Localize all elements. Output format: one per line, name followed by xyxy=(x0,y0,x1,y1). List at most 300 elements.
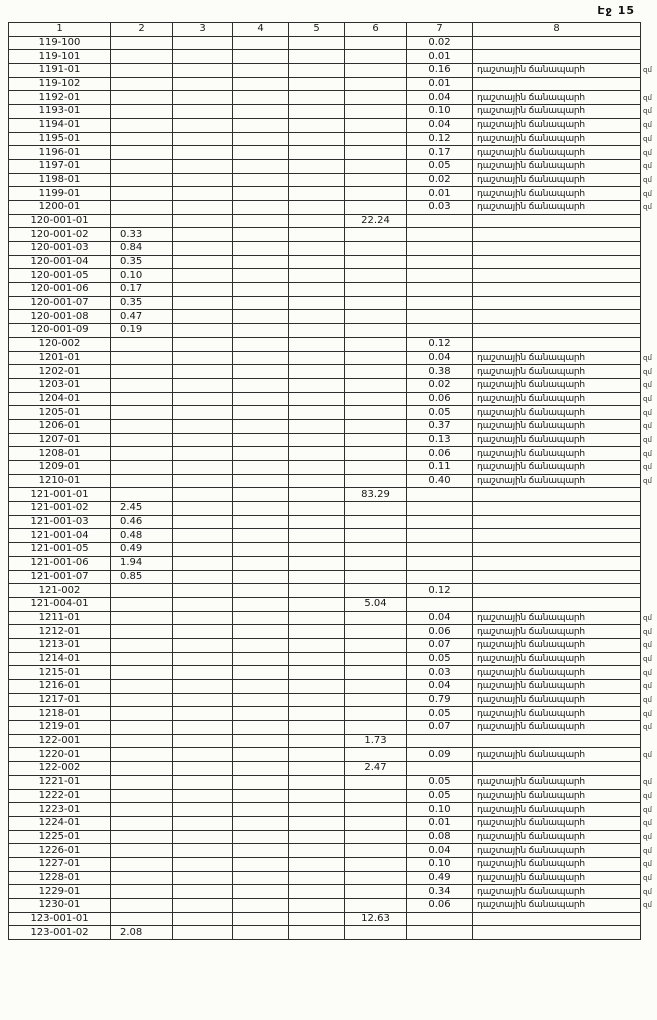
table-row xyxy=(9,132,657,146)
cadastre-parcel-table xyxy=(8,22,657,940)
table-header xyxy=(9,23,657,37)
margin-note xyxy=(641,214,657,228)
area-value-cell xyxy=(345,474,407,488)
margin-note xyxy=(641,529,657,543)
area-value-cell xyxy=(345,652,407,666)
area-value-cell xyxy=(111,871,173,885)
area-value-cell: 0.04 xyxy=(407,351,473,365)
area-value-cell xyxy=(233,365,289,379)
land-use-cell: դաշտային ճանապարհ xyxy=(473,419,641,433)
table-row xyxy=(9,488,657,502)
land-use-cell xyxy=(473,269,641,283)
area-value-cell: 0.17 xyxy=(407,146,473,160)
area-value-cell: 0.40 xyxy=(407,474,473,488)
area-value-cell xyxy=(289,570,345,584)
area-value-cell: 0.03 xyxy=(407,666,473,680)
margin-spacer xyxy=(641,23,657,37)
area-value-cell xyxy=(111,597,173,611)
area-value-cell xyxy=(111,666,173,680)
margin-note xyxy=(641,324,657,338)
area-value-cell: 0.49 xyxy=(407,871,473,885)
parcel-code-cell: 1220-01 xyxy=(9,748,111,762)
area-value-cell xyxy=(233,775,289,789)
table-row xyxy=(9,242,657,256)
area-value-cell: 0.07 xyxy=(407,638,473,652)
table-row xyxy=(9,474,657,488)
area-value-cell xyxy=(289,775,345,789)
land-use-cell xyxy=(473,310,641,324)
land-use-cell: դաշտային ճանապարհ xyxy=(473,625,641,639)
land-use-cell: դաշտային ճանապարհ xyxy=(473,173,641,187)
land-use-cell xyxy=(473,214,641,228)
area-value-cell xyxy=(111,899,173,913)
area-value-cell: 0.49 xyxy=(111,543,173,557)
area-value-cell: 0.10 xyxy=(111,269,173,283)
area-value-cell xyxy=(173,707,233,721)
area-value-cell xyxy=(289,584,345,598)
table-row xyxy=(9,885,657,899)
margin-note xyxy=(641,556,657,570)
parcel-code-cell: 121-001-04 xyxy=(9,529,111,543)
area-value-cell xyxy=(289,365,345,379)
area-value-cell xyxy=(173,77,233,91)
area-value-cell: 0.05 xyxy=(407,789,473,803)
parcel-code-cell: 122-001 xyxy=(9,734,111,748)
area-value-cell xyxy=(111,775,173,789)
land-use-cell xyxy=(473,556,641,570)
table-row xyxy=(9,433,657,447)
margin-note: զմ xyxy=(643,93,652,102)
parcel-code-cell: 1192-01 xyxy=(9,91,111,105)
area-value-cell xyxy=(173,36,233,50)
area-value-cell: 0.06 xyxy=(407,392,473,406)
area-value-cell xyxy=(289,105,345,119)
area-value-cell: 0.01 xyxy=(407,50,473,64)
margin-note xyxy=(641,269,657,283)
margin-note xyxy=(641,337,657,351)
margin-note: զմ xyxy=(643,408,652,417)
land-use-cell: դաշտային ճանապարհ xyxy=(473,91,641,105)
area-value-cell xyxy=(289,543,345,557)
table-row xyxy=(9,844,657,858)
land-use-cell xyxy=(473,502,641,516)
land-use-cell: դաշտային ճանապարհ xyxy=(473,666,641,680)
margin-note: զմ xyxy=(643,887,652,896)
area-value-cell xyxy=(407,597,473,611)
area-value-cell: 0.06 xyxy=(407,899,473,913)
parcel-code-cell: 1211-01 xyxy=(9,611,111,625)
area-value-cell xyxy=(173,173,233,187)
area-value-cell: 0.01 xyxy=(407,77,473,91)
area-value-cell xyxy=(345,351,407,365)
area-value-cell xyxy=(289,871,345,885)
area-value-cell xyxy=(111,50,173,64)
margin-note: զմ xyxy=(643,162,652,171)
area-value-cell: 0.47 xyxy=(111,310,173,324)
area-value-cell xyxy=(111,419,173,433)
area-value-cell: 2.45 xyxy=(111,502,173,516)
parcel-code-cell: 121-001-05 xyxy=(9,543,111,557)
margin-note: զմ xyxy=(643,641,652,650)
margin-note xyxy=(641,502,657,516)
margin-note: զմ xyxy=(643,696,652,705)
area-value-cell xyxy=(233,64,289,78)
area-value-cell xyxy=(173,392,233,406)
area-value-cell xyxy=(173,529,233,543)
land-use-cell: դաշտային ճանապարհ xyxy=(473,406,641,420)
area-value-cell: 0.09 xyxy=(407,748,473,762)
parcel-code-cell: 1227-01 xyxy=(9,857,111,871)
area-value-cell xyxy=(289,406,345,420)
table-row xyxy=(9,419,657,433)
area-value-cell xyxy=(233,159,289,173)
table-row xyxy=(9,77,657,91)
margin-note: զմ xyxy=(643,860,652,869)
area-value-cell xyxy=(289,734,345,748)
area-value-cell xyxy=(345,857,407,871)
parcel-code-cell: 1223-01 xyxy=(9,803,111,817)
area-value-cell xyxy=(233,474,289,488)
area-value-cell xyxy=(407,556,473,570)
area-value-cell xyxy=(173,378,233,392)
parcel-code-cell: 1206-01 xyxy=(9,419,111,433)
margin-note xyxy=(641,77,657,91)
area-value-cell xyxy=(111,351,173,365)
area-value-cell xyxy=(173,584,233,598)
margin-note: զմ xyxy=(643,121,652,130)
area-value-cell xyxy=(289,269,345,283)
area-value-cell xyxy=(233,351,289,365)
table-row xyxy=(9,324,657,338)
area-value-cell xyxy=(111,693,173,707)
area-value-cell xyxy=(173,132,233,146)
margin-note: զմ xyxy=(643,873,652,882)
area-value-cell: 0.33 xyxy=(111,228,173,242)
area-value-cell xyxy=(407,543,473,557)
land-use-cell: դաշտային ճանապարհ xyxy=(473,118,641,132)
header-row xyxy=(9,23,657,37)
parcel-code-cell: 121-002 xyxy=(9,584,111,598)
area-value-cell xyxy=(111,365,173,379)
parcel-code-cell: 1193-01 xyxy=(9,105,111,119)
table-row xyxy=(9,200,657,214)
table-row xyxy=(9,36,657,50)
area-value-cell xyxy=(407,228,473,242)
table-row xyxy=(9,625,657,639)
table-row xyxy=(9,803,657,817)
column-header-8: 8 xyxy=(473,23,641,37)
margin-note xyxy=(641,228,657,242)
area-value-cell xyxy=(233,912,289,926)
area-value-cell xyxy=(111,488,173,502)
table-row xyxy=(9,447,657,461)
area-value-cell xyxy=(111,474,173,488)
area-value-cell xyxy=(173,228,233,242)
margin-note: զմ xyxy=(643,846,652,855)
margin-note: զմ xyxy=(643,66,652,75)
area-value-cell xyxy=(111,378,173,392)
area-value-cell xyxy=(289,721,345,735)
margin-note: զմ xyxy=(643,791,652,800)
table-row xyxy=(9,543,657,557)
area-value-cell xyxy=(289,187,345,201)
page-number-label: Էջ 15 xyxy=(597,4,635,17)
table-row xyxy=(9,406,657,420)
area-value-cell xyxy=(173,680,233,694)
area-value-cell xyxy=(289,337,345,351)
area-value-cell xyxy=(289,433,345,447)
area-value-cell xyxy=(111,447,173,461)
area-value-cell xyxy=(289,77,345,91)
land-use-cell xyxy=(473,543,641,557)
area-value-cell xyxy=(345,721,407,735)
area-value-cell xyxy=(233,857,289,871)
area-value-cell xyxy=(233,693,289,707)
land-use-cell xyxy=(473,36,641,50)
table-row xyxy=(9,118,657,132)
land-use-cell xyxy=(473,597,641,611)
area-value-cell xyxy=(233,556,289,570)
area-value-cell xyxy=(233,844,289,858)
area-value-cell xyxy=(173,912,233,926)
area-value-cell xyxy=(173,200,233,214)
area-value-cell xyxy=(111,680,173,694)
area-value-cell xyxy=(173,105,233,119)
area-value-cell xyxy=(345,844,407,858)
parcel-code-cell: 1228-01 xyxy=(9,871,111,885)
area-value-cell: 0.13 xyxy=(407,433,473,447)
area-value-cell: 0.05 xyxy=(407,159,473,173)
area-value-cell xyxy=(289,502,345,516)
area-value-cell xyxy=(345,611,407,625)
area-value-cell xyxy=(233,337,289,351)
area-value-cell xyxy=(407,214,473,228)
area-value-cell: 0.10 xyxy=(407,857,473,871)
table-row xyxy=(9,296,657,310)
land-use-cell xyxy=(473,584,641,598)
area-value-cell xyxy=(111,118,173,132)
area-value-cell xyxy=(173,187,233,201)
land-use-cell: դաշտային ճանապարհ xyxy=(473,378,641,392)
area-value-cell xyxy=(289,666,345,680)
margin-note xyxy=(641,570,657,584)
area-value-cell xyxy=(233,680,289,694)
area-value-cell xyxy=(345,693,407,707)
margin-note: զմ xyxy=(643,435,652,444)
area-value-cell xyxy=(345,447,407,461)
area-value-cell xyxy=(289,64,345,78)
parcel-code-cell: 1226-01 xyxy=(9,844,111,858)
land-use-cell: դաշտային ճանապարհ xyxy=(473,132,641,146)
column-header-2: 2 xyxy=(111,23,173,37)
area-value-cell xyxy=(345,899,407,913)
margin-note: զմ xyxy=(643,901,652,910)
margin-note: զմ xyxy=(643,723,652,732)
area-value-cell xyxy=(233,269,289,283)
margin-note: զմ xyxy=(643,463,652,472)
land-use-cell: դաշտային ճանապարհ xyxy=(473,803,641,817)
margin-note: զմ xyxy=(643,203,652,212)
area-value-cell xyxy=(233,926,289,940)
area-value-cell xyxy=(173,433,233,447)
land-use-cell: դաշտային ճանապարհ xyxy=(473,433,641,447)
area-value-cell xyxy=(407,912,473,926)
area-value-cell xyxy=(111,132,173,146)
area-value-cell xyxy=(345,187,407,201)
margin-note: զմ xyxy=(643,148,652,157)
parcel-code-cell: 1201-01 xyxy=(9,351,111,365)
area-value-cell xyxy=(111,652,173,666)
area-value-cell xyxy=(289,529,345,543)
area-value-cell xyxy=(173,899,233,913)
area-value-cell xyxy=(233,91,289,105)
area-value-cell xyxy=(233,187,289,201)
area-value-cell: 0.12 xyxy=(407,584,473,598)
land-use-cell: դաշտային ճանապարհ xyxy=(473,899,641,913)
table-row xyxy=(9,652,657,666)
area-value-cell xyxy=(345,515,407,529)
area-value-cell xyxy=(345,269,407,283)
table-row xyxy=(9,392,657,406)
table-row xyxy=(9,775,657,789)
area-value-cell xyxy=(111,187,173,201)
land-use-cell: դաշտային ճանապարհ xyxy=(473,365,641,379)
table-row xyxy=(9,707,657,721)
margin-note: զմ xyxy=(643,832,652,841)
area-value-cell: 0.05 xyxy=(407,707,473,721)
area-value-cell xyxy=(233,543,289,557)
area-value-cell xyxy=(289,228,345,242)
area-value-cell: 0.11 xyxy=(407,461,473,475)
area-value-cell xyxy=(233,419,289,433)
area-value-cell xyxy=(233,597,289,611)
area-value-cell xyxy=(345,529,407,543)
table-row xyxy=(9,693,657,707)
parcel-code-cell: 1224-01 xyxy=(9,816,111,830)
area-value-cell xyxy=(233,77,289,91)
land-use-cell xyxy=(473,762,641,776)
area-value-cell xyxy=(173,146,233,160)
area-value-cell xyxy=(345,36,407,50)
parcel-code-cell: 1213-01 xyxy=(9,638,111,652)
area-value-cell: 12.63 xyxy=(345,912,407,926)
land-use-cell: դաշտային ճանապարհ xyxy=(473,105,641,119)
table-row xyxy=(9,187,657,201)
margin-note: զմ xyxy=(643,477,652,486)
area-value-cell xyxy=(345,105,407,119)
parcel-code-cell: 1219-01 xyxy=(9,721,111,735)
parcel-code-cell: 123-001-02 xyxy=(9,926,111,940)
area-value-cell xyxy=(173,857,233,871)
parcel-code-cell: 121-001-01 xyxy=(9,488,111,502)
area-value-cell: 0.04 xyxy=(407,91,473,105)
area-value-cell: 0.16 xyxy=(407,64,473,78)
margin-note: զմ xyxy=(643,189,652,198)
area-value-cell xyxy=(233,885,289,899)
area-value-cell xyxy=(407,269,473,283)
area-value-cell xyxy=(233,200,289,214)
margin-note: զմ xyxy=(643,367,652,376)
area-value-cell xyxy=(173,543,233,557)
area-value-cell xyxy=(233,666,289,680)
area-value-cell xyxy=(345,337,407,351)
area-value-cell xyxy=(345,871,407,885)
area-value-cell xyxy=(173,885,233,899)
area-value-cell xyxy=(345,365,407,379)
area-value-cell xyxy=(345,296,407,310)
area-value-cell xyxy=(345,242,407,256)
area-value-cell xyxy=(233,899,289,913)
area-value-cell xyxy=(289,132,345,146)
area-value-cell xyxy=(289,474,345,488)
land-use-cell xyxy=(473,337,641,351)
parcel-code-cell: 120-001-07 xyxy=(9,296,111,310)
land-use-cell: դաշտային ճանապարհ xyxy=(473,187,641,201)
table-row xyxy=(9,50,657,64)
parcel-code-cell: 121-001-03 xyxy=(9,515,111,529)
area-value-cell xyxy=(345,200,407,214)
area-value-cell xyxy=(233,433,289,447)
area-value-cell xyxy=(345,91,407,105)
area-value-cell xyxy=(233,789,289,803)
area-value-cell xyxy=(233,50,289,64)
margin-note: զմ xyxy=(643,613,652,622)
area-value-cell: 2.47 xyxy=(345,762,407,776)
area-value-cell xyxy=(173,652,233,666)
table-row xyxy=(9,816,657,830)
parcel-code-cell: 120-001-06 xyxy=(9,283,111,297)
margin-note xyxy=(641,488,657,502)
area-value-cell xyxy=(345,803,407,817)
table-row xyxy=(9,638,657,652)
area-value-cell xyxy=(111,830,173,844)
area-value-cell: 0.12 xyxy=(407,132,473,146)
table-row xyxy=(9,666,657,680)
area-value-cell: 0.05 xyxy=(407,652,473,666)
table-row xyxy=(9,515,657,529)
land-use-cell xyxy=(473,50,641,64)
area-value-cell xyxy=(173,255,233,269)
area-value-cell xyxy=(233,105,289,119)
table-row xyxy=(9,228,657,242)
area-value-cell xyxy=(345,638,407,652)
area-value-cell xyxy=(345,666,407,680)
area-value-cell xyxy=(111,584,173,598)
land-use-cell: դաշտային ճանապարհ xyxy=(473,748,641,762)
area-value-cell xyxy=(111,406,173,420)
area-value-cell xyxy=(289,693,345,707)
margin-note: զմ xyxy=(643,778,652,787)
table-row xyxy=(9,570,657,584)
area-value-cell xyxy=(289,515,345,529)
table-row xyxy=(9,529,657,543)
area-value-cell xyxy=(345,283,407,297)
area-value-cell xyxy=(233,488,289,502)
area-value-cell xyxy=(111,214,173,228)
area-value-cell: 0.04 xyxy=(407,118,473,132)
parcel-code-cell: 1216-01 xyxy=(9,680,111,694)
area-value-cell: 0.02 xyxy=(407,378,473,392)
table-row xyxy=(9,378,657,392)
area-value-cell: 22.24 xyxy=(345,214,407,228)
area-value-cell xyxy=(233,255,289,269)
area-value-cell xyxy=(233,584,289,598)
area-value-cell: 1.94 xyxy=(111,556,173,570)
area-value-cell xyxy=(173,871,233,885)
area-value-cell xyxy=(345,419,407,433)
area-value-cell: 0.34 xyxy=(407,885,473,899)
land-use-cell: դաշտային ճանապարհ xyxy=(473,857,641,871)
